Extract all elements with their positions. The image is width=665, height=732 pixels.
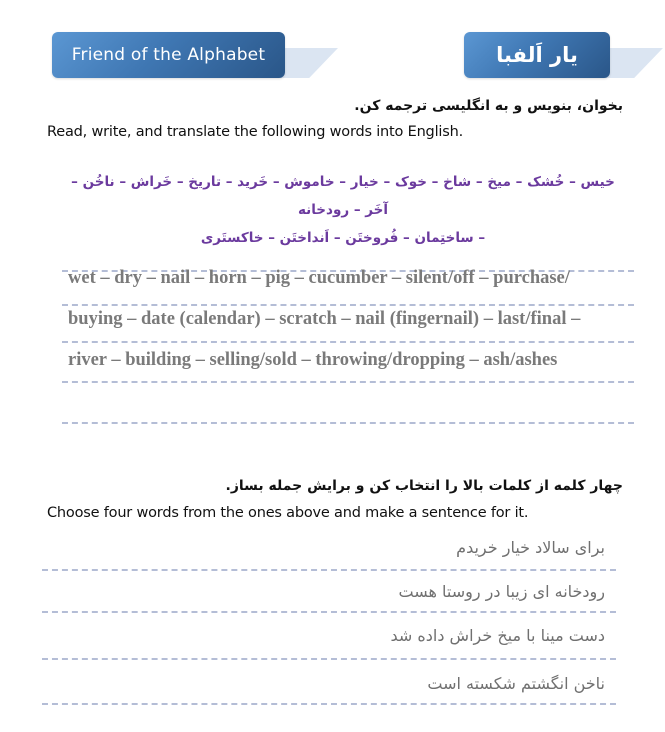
writing-line — [42, 611, 616, 613]
answer-line-1[interactable]: wet – dry – nail – horn – pig – cucumber – silent/off – purchase/ — [68, 268, 570, 288]
writing-line — [42, 703, 616, 705]
sentence-4[interactable]: ناخن انگشتم شکسته است — [427, 674, 605, 693]
writing-line — [62, 381, 634, 383]
instruction-fa-2: چهار کلمه از کلمات بالا را انتخاب کن و برایش جمله بساز. — [225, 478, 623, 494]
title-banner-fa — [464, 32, 612, 78]
title-en: Friend of the Alphabet — [52, 32, 285, 78]
answer-line-3[interactable]: river – building – selling/sold – throwing/dropping – ash/ashes — [68, 350, 558, 370]
persian-word-list — [63, 168, 623, 252]
word-list-line-1: خیس – خُشک – میخ – شاخ – خوک – خیار – خاموش – خَرید – تاریخ – خَراش – ناخُن – آخَر – رودخانه — [71, 174, 615, 218]
writing-line — [42, 658, 616, 660]
writing-line — [62, 304, 634, 306]
answer-line-2[interactable]: buying – date (calendar) – scratch – nail (fingernail) – last/final – — [68, 309, 581, 329]
writing-line — [42, 569, 616, 571]
writing-line — [62, 341, 634, 343]
instruction-fa-1: بخوان، بنویس و به انگلیسی ترجمه کن. — [354, 98, 623, 114]
writing-line — [62, 422, 634, 424]
sentence-3[interactable]: دست مینا با میخ خراش داده شد — [390, 626, 605, 645]
title-banner-en — [52, 32, 285, 78]
instruction-en-1: Read, write, and translate the following words into English. — [47, 124, 463, 140]
word-list-line-2: – ساختِمان – فُروختَن – اَنداختَن – خاکستَری — [200, 230, 486, 246]
instruction-en-2: Choose four words from the ones above and make a sentence for it. — [47, 505, 529, 521]
sentence-2[interactable]: رودخانه ای زیبا در روستا هست — [398, 582, 605, 601]
title-fa: یار اَلفبا — [464, 32, 610, 78]
sentence-1[interactable]: برای سالاد خیار خریدم — [456, 538, 605, 557]
